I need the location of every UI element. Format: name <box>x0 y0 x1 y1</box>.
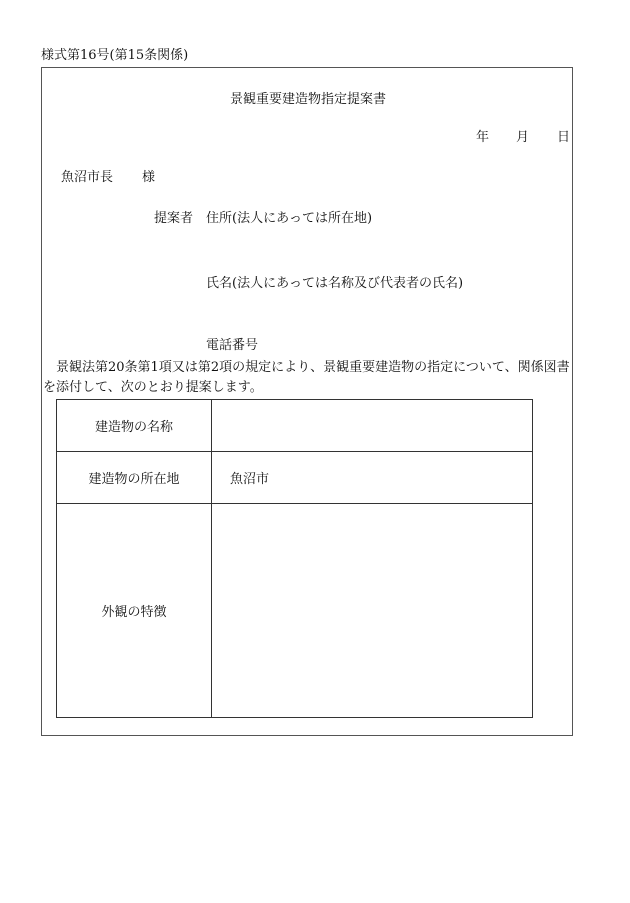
building-info-table <box>56 399 533 718</box>
form-title: 景観重要建造物指定提案書 <box>230 92 387 107</box>
phone-label: 電話番号 <box>206 338 259 353</box>
addressee: 魚沼市長 <box>61 170 114 185</box>
building-location-field[interactable]: 魚沼市 <box>212 452 533 504</box>
address-label: 住所(法人にあっては所在地) <box>206 211 373 226</box>
proposal-body-text: 景観法第20条第1項又は第2項の規定により、景観重要建造物の指定について、関係図書を添付して、次のとおり提案します。 <box>43 360 570 395</box>
exterior-features-label: 外観の特徴 <box>57 504 212 718</box>
name-label: 氏名(法人にあっては名称及び代表者の氏名) <box>206 276 464 291</box>
form-number-label: 様式第16号(第15条関係) <box>41 48 189 63</box>
date-month-label: 月 <box>516 130 530 145</box>
proposer-label: 提案者 <box>154 211 194 226</box>
table-row <box>57 452 533 504</box>
building-name-field[interactable] <box>212 400 533 452</box>
table-row <box>57 504 533 718</box>
building-location-label: 建造物の所在地 <box>57 452 212 504</box>
date-day-label: 日 <box>557 130 571 145</box>
exterior-features-field[interactable] <box>212 504 533 718</box>
honorific: 様 <box>142 170 156 185</box>
table-row <box>57 400 533 452</box>
date-year-label: 年 <box>476 130 490 145</box>
building-name-label: 建造物の名称 <box>57 400 212 452</box>
